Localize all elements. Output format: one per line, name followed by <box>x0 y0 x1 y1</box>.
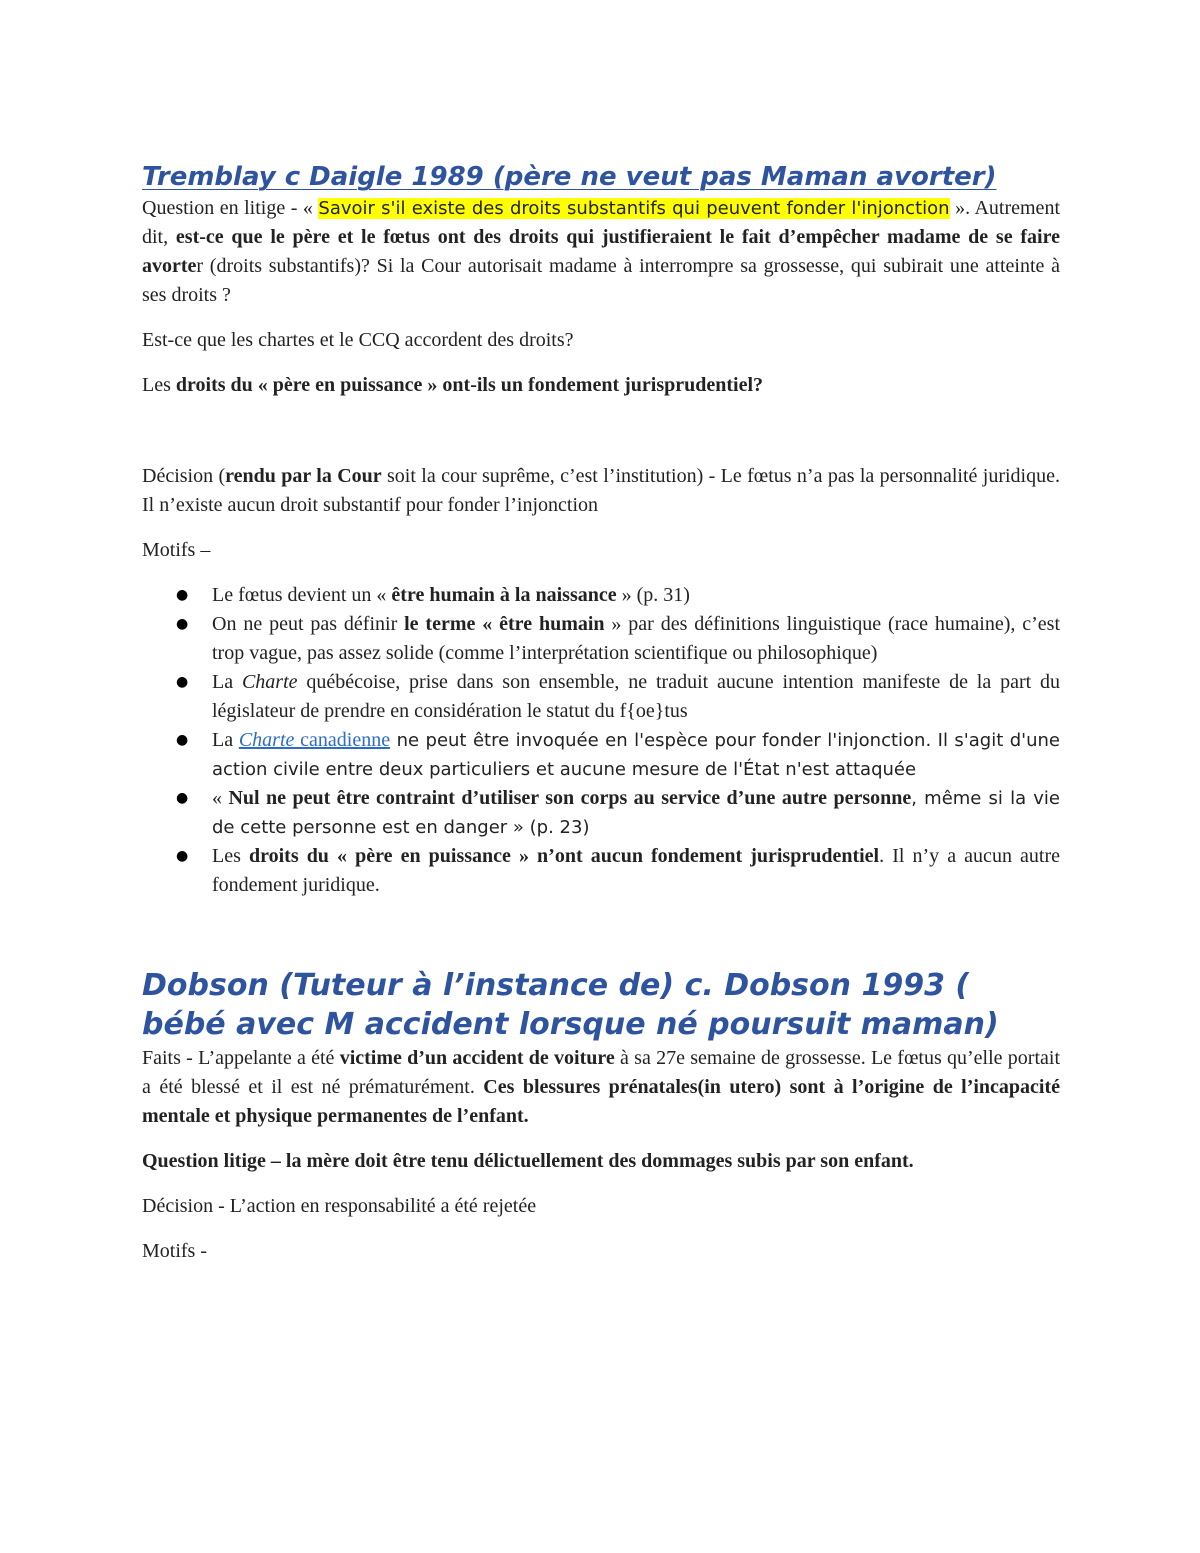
bullet-icon: ● <box>176 848 189 864</box>
link-rest[interactable]: canadienne <box>294 729 391 751</box>
list-item <box>176 842 1060 900</box>
list-item <box>176 581 1060 610</box>
motif-bold: le terme « être humain <box>404 613 605 635</box>
question-paragraph <box>142 194 1060 310</box>
motif-text: » par des définitions linguistique (race humaine), c’est trop vague, pas assez solide (comme l’interprétation scientifique ou philosophique) <box>212 613 1060 664</box>
blank-line <box>142 900 1060 966</box>
motif-text: . Il n’y a aucun autre fondement juridique. <box>212 845 1060 896</box>
pere-question-lead: Les <box>142 374 176 396</box>
motif-bold: Nul ne peut être contraint d’utiliser son corps au service d’une autre personne <box>228 787 912 809</box>
list-item <box>176 784 1061 842</box>
question-litige-bold: Question litige – la mère doit être tenu délictuellement des dommages subis par son enfant. <box>142 1150 914 1172</box>
motif-text: Le fœtus devient un « <box>212 584 392 606</box>
bullet-icon: ● <box>176 732 189 748</box>
decision-tail: soit la cour suprême, c’est l’institution) - Le fœtus n’a pas la personnalité juridique. Il n’existe aucun droit substantif pour fonder l’injonction <box>142 465 1060 516</box>
motif-text: Les <box>212 845 249 867</box>
question-bold: est-ce que le père et le fœtus ont des droits qui justifieraient le fait d’empêcher madame de se faire avorte <box>142 226 1060 277</box>
motif-italic: Charte <box>241 671 298 693</box>
case-title-tremblay: Tremblay c Daigle 1989 (père ne veut pas Maman avorter) <box>142 162 997 192</box>
bullet-icon: ● <box>176 790 189 806</box>
charte-canadienne-link[interactable] <box>239 729 390 751</box>
faits-paragraph <box>142 1044 1060 1131</box>
list-item <box>176 668 1061 726</box>
motif-text: « <box>212 787 229 809</box>
motifs-list <box>142 581 1060 900</box>
bullet-icon: ● <box>176 587 189 603</box>
highlighted-question: Savoir s'il existe des droits substantifs qui peuvent fonder l'injonction <box>318 198 950 219</box>
motif-text: , même si la vie de cette personne est en danger » (p. 23) <box>212 788 1061 838</box>
motifs-label: Motifs – <box>142 539 211 561</box>
question-tail: r (droits substantifs)? Si la Cour autorisait madame à interrompre sa grossesse, qui subirait une atteinte à ses droits ? <box>142 255 1060 306</box>
pere-question <box>142 371 1060 400</box>
motif-text: La <box>212 729 239 751</box>
motif-bold: être humain à la naissance <box>391 584 617 606</box>
list-item <box>176 726 1060 784</box>
decision-paragraph <box>142 462 1060 520</box>
motif-text: » (p. 31) <box>616 584 690 606</box>
blank-line <box>142 400 1060 446</box>
motif-text: québécoise, prise dans son ensemble, ne traduit aucune intention manifeste de la part du législateur de prendre en considération le statut du f{oe}tus <box>212 671 1061 722</box>
motif-bold: droits du « père en puissance » n’ont aucun fondement jurisprudentiel <box>248 845 880 867</box>
faits-bold: victime d’un accident de voiture <box>339 1047 615 1069</box>
document-page <box>142 160 1060 1266</box>
link-italic[interactable]: Charte <box>238 729 295 751</box>
bullet-icon: ● <box>176 674 189 690</box>
decision-lead: Décision ( <box>142 465 226 487</box>
faits-mid: à sa 27e semaine de grossesse. Le fœtus qu’elle portait a été blessé et il est né prématurément. <box>142 1047 1061 1098</box>
pere-question-bold: droits du « père en puissance » ont-ils un fondement jurisprudentiel? <box>175 374 763 396</box>
case-title-dobson: Dobson (Tuteur à l’instance de) c. Dobson 1993 ( bébé avec M accident lorsque né poursuit maman) <box>142 968 999 1042</box>
motif-text: On ne peut pas définir <box>212 613 405 635</box>
chartes-question: Est-ce que les chartes et le CCQ accordent des droits? <box>142 329 574 351</box>
faits-bold: Ces blessures prénatales(in utero) sont à l’origine de l’incapacité mentale et physique permanentes de l’enfant. <box>142 1076 1061 1127</box>
motif-text: ne peut être invoquée en l'espèce pour fonder l'injonction. Il s'agit d'une action civile entre deux particuliers et aucune mesure de l'État n'est attaquée <box>212 730 1060 780</box>
list-item <box>176 610 1060 668</box>
bullet-icon: ● <box>176 616 189 632</box>
question-lead: Question en litige - « <box>142 197 319 219</box>
question-close: ». Autrement dit, <box>142 197 1060 248</box>
motifs-label-dobson: Motifs - <box>142 1240 207 1262</box>
question-litige <box>142 1147 1060 1176</box>
decision-bold: rendu par la Cour <box>225 465 382 487</box>
motif-text: La <box>212 671 242 693</box>
decision-dobson: Décision - L’action en responsabilité a été rejetée <box>142 1195 537 1217</box>
faits-lead: Faits - L’appelante a été <box>142 1047 340 1069</box>
